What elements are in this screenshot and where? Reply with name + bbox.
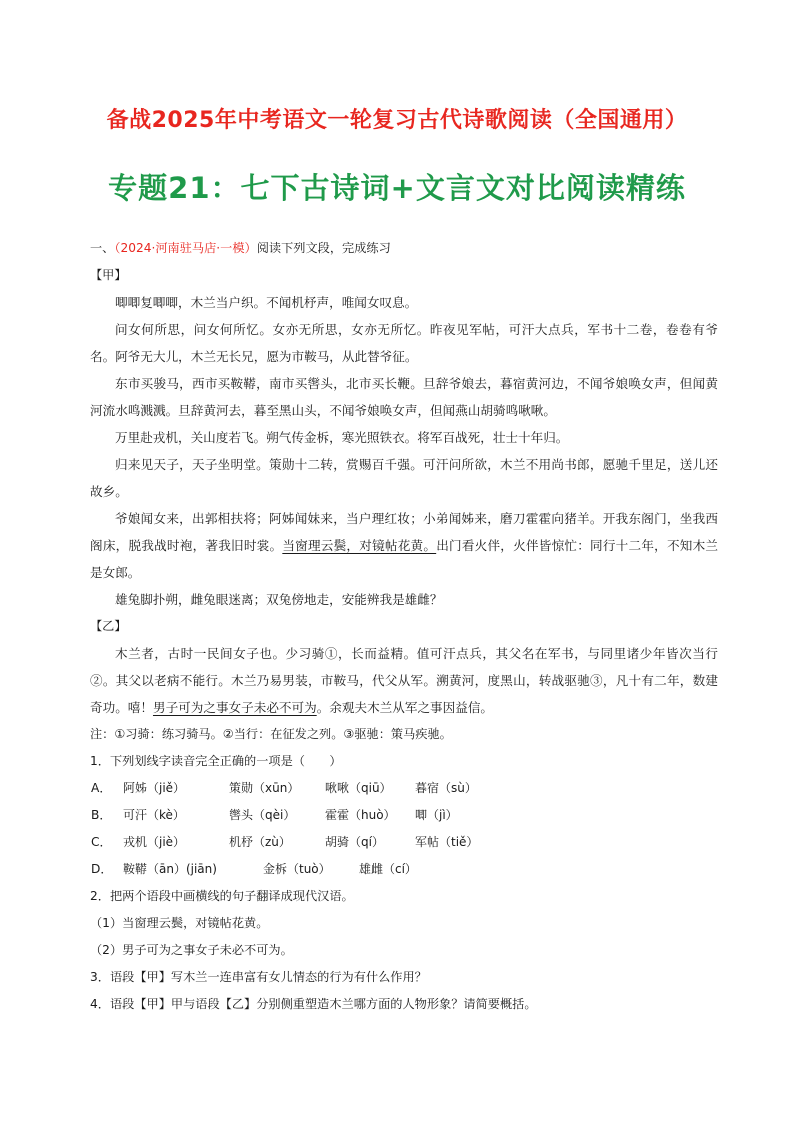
source-note: （2024·河南驻马店·一模） [114, 241, 257, 255]
passage-yi-start: 木兰者，古时一民间女子也。少习骑①，长而益精。值可汗点兵，其父名在军书，与同里诸少年皆次当行②。其父以老病不能行。木兰乃易男装，市鞍马，代父从军。溯黄河，度黑山，转战驱驰③，凡十有二年，数建奇功。嘻！ [90, 646, 718, 715]
option-item: 鞍鞯（ān）(jiān) [123, 862, 217, 876]
option-item: 金柝（tuò） [263, 862, 331, 876]
underlined-sentence-2: 男子可为之事女子未必不可为 [152, 700, 317, 715]
option-item: 可汗（kè） [123, 808, 185, 822]
passage-jia-p6 [90, 505, 718, 586]
question-1-stem: 1．下列划线字读音完全正确的一项是（ ） [90, 754, 342, 768]
section-heading [90, 234, 718, 262]
passage-yi-marker: 【乙】 [90, 619, 127, 633]
passage-jia-marker: 【甲】 [90, 268, 127, 282]
question-1-option-b [90, 802, 718, 829]
underlined-sentence-1: 当窗理云鬓，对镜帖花黄。 [282, 538, 437, 553]
notes: 注：①习骑：练习骑马。②当行：在征发之列。③驱驰：策马疾驰。 [90, 727, 452, 741]
passage-jia-p6-end: 出门看火伴，火伴皆惊忙：同行十二年，不知木兰是女郎。 [90, 538, 719, 580]
passage-jia-p3: 东市买骏马，西市买鞍鞯，南市买辔头，北市买长鞭。旦辞爷娘去，暮宿黄河边，不闻爷娘唤女声，但闻黄河流水鸣溅溅。旦辞黄河去，暮至黑山头，不闻爷娘唤女声，但闻燕山胡骑鸣啾啾。 [90, 376, 718, 418]
question-3: 3．语段【甲】写木兰一连串富有女儿情态的行为有什么作用？ [90, 970, 427, 984]
question-2-sub-2: （2）男子可为之事女子未必不可为。 [90, 943, 293, 957]
passage-jia-p1: 唧唧复唧唧，木兰当户织。不闻机杼声，唯闻女叹息。 [115, 295, 418, 310]
option-item: 暮宿（sù） [415, 781, 477, 795]
passage-jia-p2: 问女何所思，问女何所忆。女亦无所思，女亦无所忆。昨夜见军帖，可汗大点兵，军书十二卷，卷卷有爷名。阿爷无大儿，木兰无长兄，愿为市鞍马，从此替爷征。 [90, 322, 718, 364]
document-body [90, 234, 718, 1018]
option-label: B． [91, 808, 112, 822]
passage-jia-p6-start: 爷娘闻女来，出郭相扶将；阿姊闻妹来，当户理红妆；小弟闻姊来，磨刀霍霍向猪羊。开我东阁门，坐我西阁床，脱我战时袍，著我旧时裳。 [90, 511, 718, 553]
passage-jia-p5: 归来见天子，天子坐明堂。策勋十二转，赏赐百千强。可汗问所欲，木兰不用尚书郎，愿驰千里足，送儿还故乡。 [90, 457, 718, 499]
option-label: C． [91, 835, 112, 849]
section-prefix: 一、 [90, 241, 115, 255]
passage-yi-end: 。余观夫木兰从军之事因益信。 [316, 700, 493, 715]
option-item: 啾啾（qiū） [325, 781, 392, 795]
option-label: D． [91, 862, 113, 876]
option-item: 策勋（xūn） [229, 781, 300, 795]
topic-title: 专题21：七下古诗词+文言文对比阅读精练 [108, 171, 686, 205]
option-item: 唧（jì） [415, 808, 458, 822]
question-2-stem: 2．把两个语段中画横线的句子翻译成现代汉语。 [90, 889, 354, 903]
option-item: 胡骑（qí） [325, 835, 384, 849]
option-item: 霍霍（huò） [325, 808, 396, 822]
option-label: A． [91, 781, 112, 795]
option-item: 辔头（qèi） [229, 808, 296, 822]
section-instruction: 阅读下列文段，完成练习 [256, 241, 391, 255]
question-1-option-a [90, 775, 718, 802]
question-2-sub-1: （1）当窗理云鬓，对镜帖花黄。 [90, 916, 269, 930]
passage-jia-p7: 雄兔脚扑朔，雌兔眼迷离；双兔傍地走，安能辨我是雄雌？ [115, 592, 443, 607]
question-1-option-d [90, 856, 718, 883]
passage-yi-p1 [90, 640, 718, 721]
option-item: 阿姊（jiě） [123, 781, 186, 795]
passage-jia-p4: 万里赴戎机，关山度若飞。朔气传金柝，寒光照铁衣。将军百战死，壮士十年归。 [115, 430, 569, 445]
option-item: 戎机（jiè） [123, 835, 186, 849]
question-4: 4．语段【甲】甲与语段【乙】分别侧重塑造木兰哪方面的人物形象？请简要概括。 [90, 997, 537, 1011]
option-item: 机杼（zù） [229, 835, 291, 849]
option-item: 军帖（tiě） [415, 835, 479, 849]
question-1-option-c [90, 829, 718, 856]
option-item: 雄雌（cí） [359, 862, 417, 876]
document-title: 备战2025年中考语文一轮复习古代诗歌阅读（全国通用） [106, 108, 688, 133]
